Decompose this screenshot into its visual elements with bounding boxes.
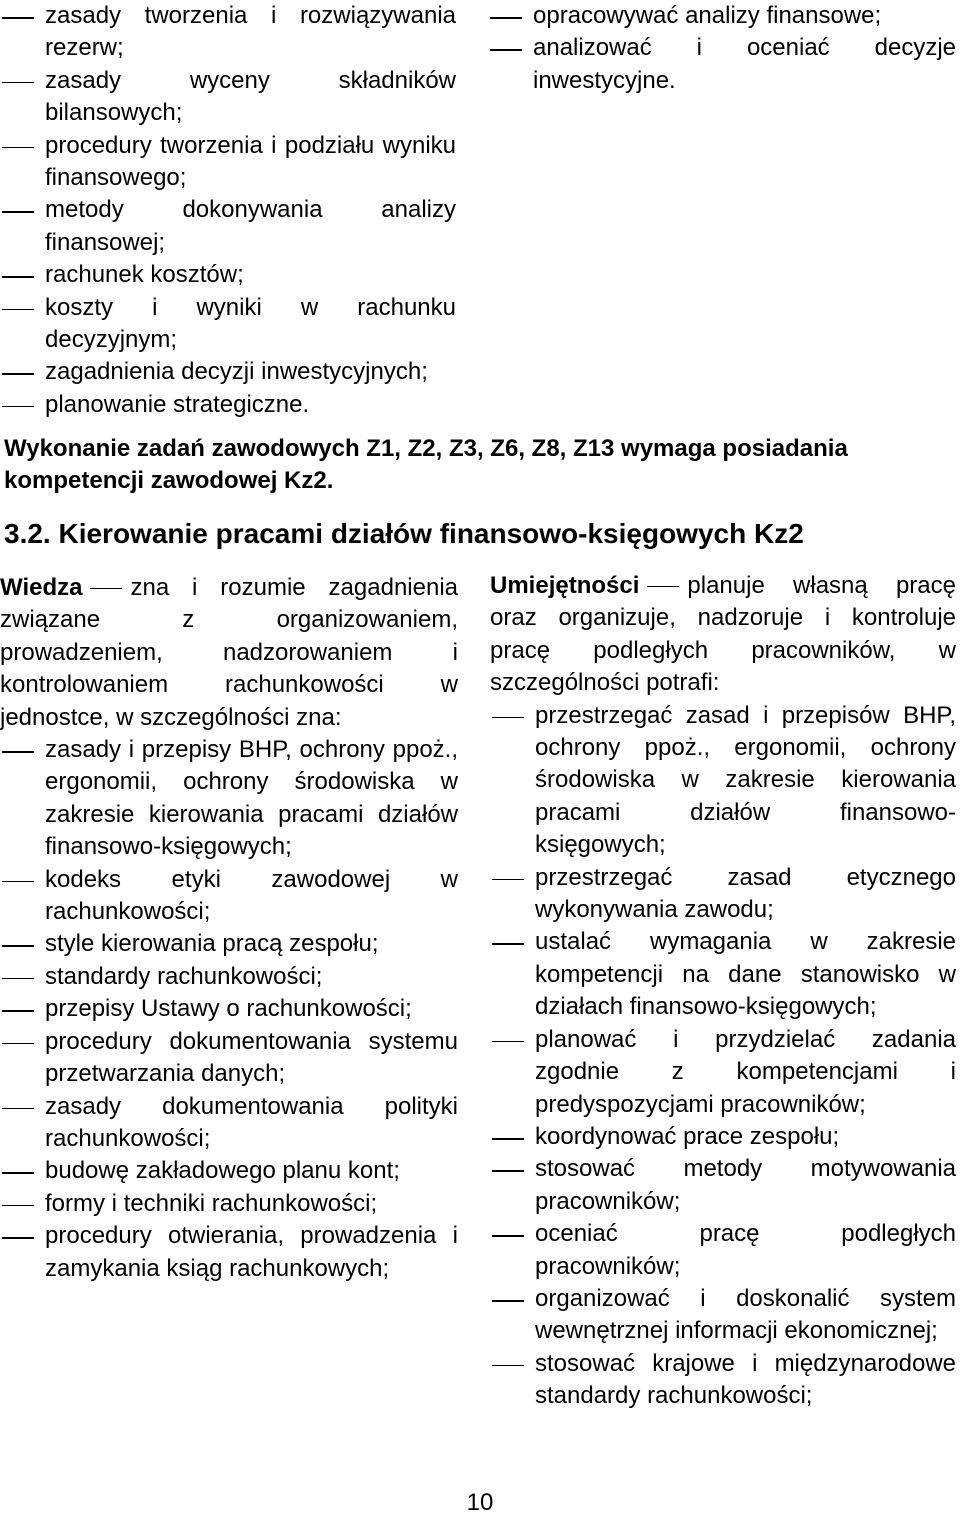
list-item: zagadnienia decyzji inwestycyjnych; (0, 356, 456, 388)
knowledge-intro (0, 572, 458, 734)
list-item: opracowywać analizy finansowe; (488, 0, 956, 32)
list-item: koszty i wyniki w rachunku decyzyjnym; (0, 292, 456, 357)
list-item: procedury tworzenia i podziału wyniku finansowego; (0, 130, 456, 195)
list-item: oceniać pracę podległych pracowników; (490, 1218, 956, 1283)
list-item: przestrzegać zasad etycznego wykonywania zawodu; (490, 862, 956, 927)
list-item: metody dokonywania analizy finansowej; (0, 194, 456, 259)
dash-separator (647, 586, 679, 588)
top-left-column (0, 0, 456, 421)
section-heading: 3.2. Kierowanie pracami działów finansowo-księgowych Kz2 (4, 518, 804, 549)
dash-separator (90, 588, 122, 590)
list-item: organizować i doskonalić system wewnętrznej informacji ekonomicznej; (490, 1283, 956, 1348)
list-item: planować i przydzielać zadania zgodnie z kompetencjami i predyspozycjami pracowników; (490, 1024, 956, 1121)
list-item: koordynować prace zespołu; (490, 1121, 956, 1153)
list-item: standardy rachunkowości; (0, 961, 458, 993)
skills-list (490, 700, 956, 1413)
page-number: 10 (466, 1489, 494, 1516)
list-item: stosować krajowe i międzynarodowe standardy rachunkowości; (490, 1348, 956, 1413)
list-item: budowę zakładowego planu kont; (0, 1155, 458, 1187)
list-item: procedury otwierania, prowadzenia i zamykania ksiąg rachunkowych; (0, 1220, 458, 1285)
list-item: zasady wyceny składników bilansowych; (0, 65, 456, 130)
list-item: planowanie strategiczne. (0, 389, 456, 421)
list-item: zasady dokumentowania polityki rachunkowości; (0, 1091, 458, 1156)
skills-label: Umiejętności (490, 572, 640, 599)
top-right-list (488, 0, 956, 97)
top-left-list (0, 0, 456, 421)
list-item: zasady tworzenia i rozwiązywania rezerw; (0, 0, 456, 65)
list-item: zasady i przepisy BHP, ochrony ppoż., ergonomii, ochrony środowiska w zakresie kierowania pracami działów finansowo-księgowych; (0, 734, 458, 864)
top-right-column (488, 0, 956, 97)
skills-intro (490, 570, 956, 700)
list-item: przestrzegać zasad i przepisów BHP, ochrony ppoż., ergonomii, ochrony środowiska w zakresie kierowania pracami działów finansowo-księgowych; (490, 700, 956, 862)
list-item: rachunek kosztów; (0, 259, 456, 291)
list-item: procedury dokumentowania systemu przetwarzania danych; (0, 1026, 458, 1091)
list-item: formy i techniki rachunkowości; (0, 1188, 458, 1220)
knowledge-label: Wiedza (0, 574, 83, 601)
list-item: kodeks etyki zawodowej w rachunkowości; (0, 864, 458, 929)
knowledge-list (0, 734, 458, 1285)
knowledge-column (0, 572, 458, 1285)
list-item: analizować i oceniać decyzje inwestycyjne. (488, 32, 956, 97)
list-item: style kierowania pracą zespołu; (0, 928, 458, 960)
list-item: ustalać wymagania w zakresie kompetencji na dane stanowisko w działach finansowo-księgowych; (490, 926, 956, 1023)
knowledge-intro-text: zna i rozumie zagadnienia związane z organizowaniem, prowadzeniem, nadzorowaniem i kontrolowaniem rachunkowości w jednostce, w szczególności zna: (0, 574, 458, 731)
skills-intro-text: planuje własną pracę oraz organizuje, nadzoruje i kontroluje pracę podległych pracowników, w szczególności potrafi: (490, 572, 956, 697)
list-item: stosować metody motywowania pracowników; (490, 1153, 956, 1218)
competence-note: Wykonanie zadań zawodowych Z1, Z2, Z3, Z6, Z8, Z13 wymaga posiadania kompetencji zawodowej Kz2. (4, 435, 848, 494)
list-item: przepisy Ustawy o rachunkowości; (0, 993, 458, 1025)
skills-column (490, 570, 956, 1413)
